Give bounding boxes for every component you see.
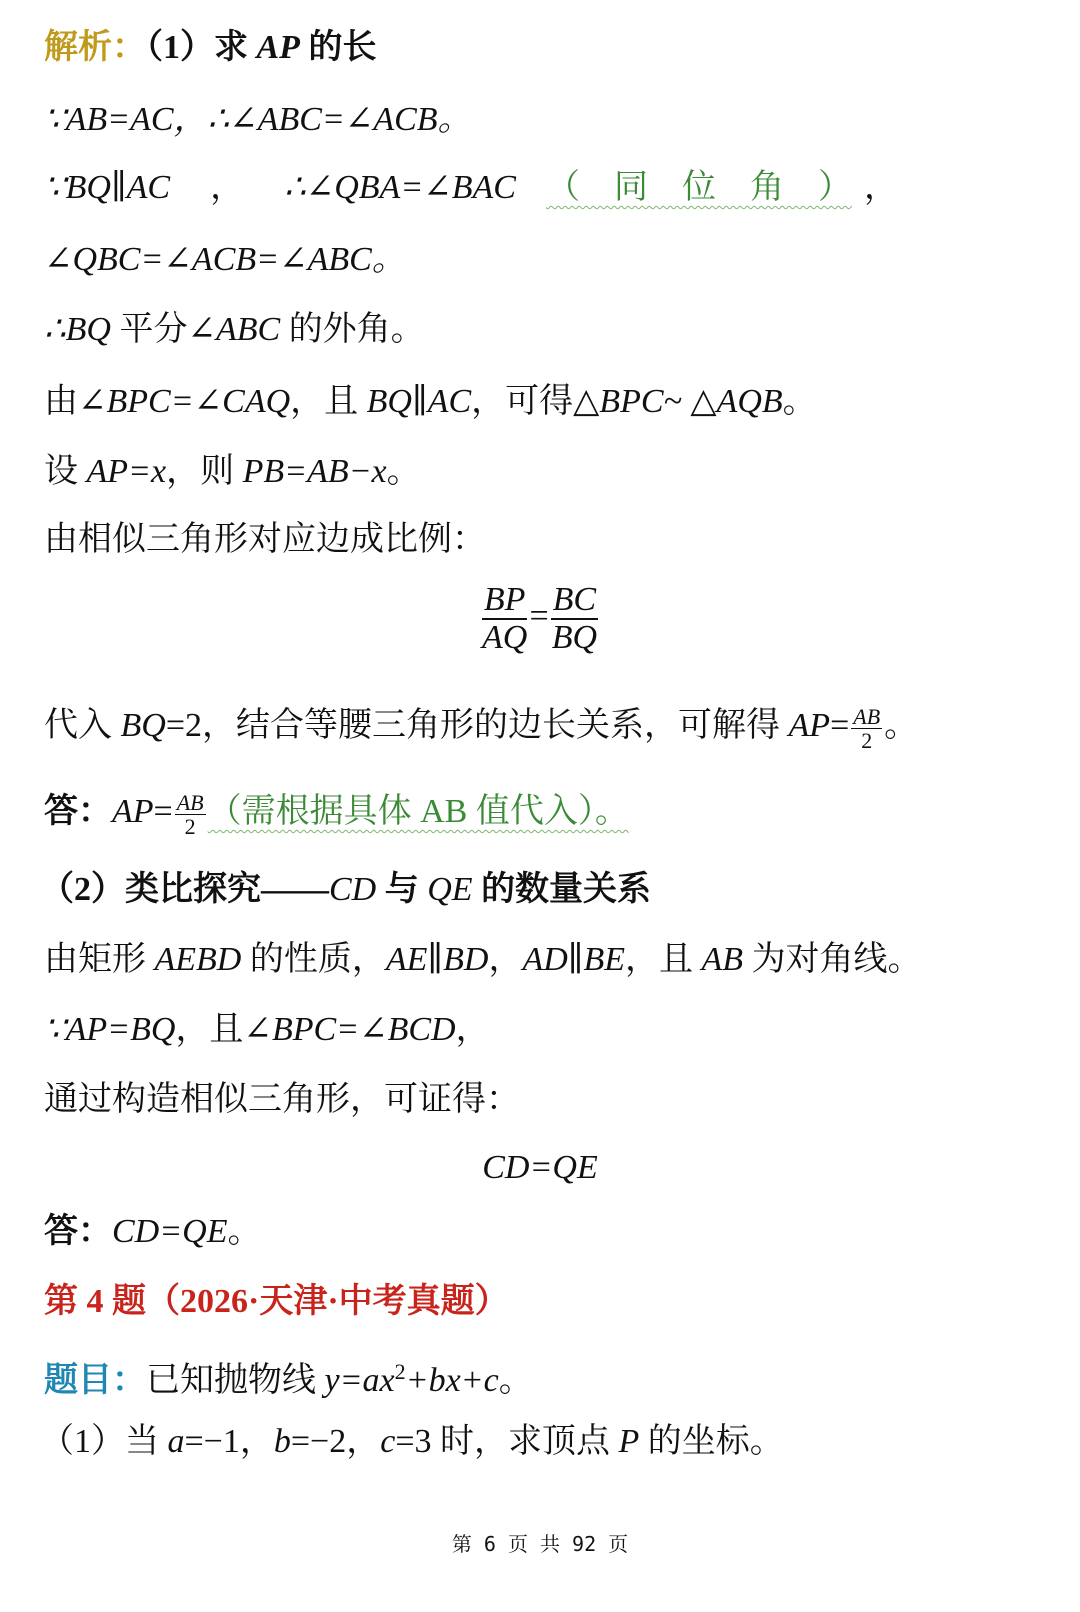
step-line-8 bbox=[44, 704, 918, 752]
step9-f: AD∥BE bbox=[522, 941, 626, 978]
step-line-2 bbox=[44, 166, 1044, 210]
step8-equals: = bbox=[830, 707, 850, 744]
step-line-7: 由相似三角形对应边成比例： bbox=[44, 521, 486, 558]
step10-d: ， bbox=[455, 1011, 490, 1048]
step6-e: 。 bbox=[386, 453, 421, 490]
step-line-5 bbox=[44, 380, 817, 424]
answer-line-2 bbox=[44, 1210, 262, 1254]
step8-period: 。 bbox=[884, 707, 919, 744]
fraction-denominator: 2 bbox=[184, 813, 196, 839]
step-line-11: 通过构造相似三角形，可证得： bbox=[44, 1081, 520, 1118]
step2-comma: ， bbox=[210, 169, 245, 206]
q4p1-a: （1）当 bbox=[40, 1423, 168, 1460]
reason-annotation: （ 同 位 角 ） bbox=[545, 169, 852, 206]
fraction-numerator: BC bbox=[552, 581, 597, 618]
stem-exponent: 2 bbox=[394, 1359, 406, 1384]
stem-d: 。 bbox=[498, 1362, 533, 1399]
step5-a: 由∠ bbox=[44, 383, 107, 420]
q4p1-d: b bbox=[273, 1423, 291, 1460]
step8-d: AP bbox=[788, 707, 831, 744]
step5-b: BPC=∠CAQ bbox=[106, 383, 291, 420]
stem-b: y=ax bbox=[324, 1362, 395, 1399]
q4p1-c: =−1， bbox=[184, 1423, 274, 1460]
fraction-ab-2 bbox=[851, 705, 882, 752]
step5-f: BPC~ △AQB bbox=[599, 383, 783, 420]
analysis-label: 解析： bbox=[44, 29, 146, 66]
answer2-period: 。 bbox=[227, 1213, 262, 1250]
part2-title-a: （2）类比探究—— bbox=[40, 871, 329, 908]
equals-sign: = bbox=[529, 597, 549, 635]
step9-a: 由矩形 bbox=[44, 941, 155, 978]
part2-title-e: 的数量关系 bbox=[472, 871, 652, 908]
answer1-var: AP bbox=[112, 793, 154, 830]
step9-e: ， bbox=[488, 941, 523, 978]
step8-a: 代入 bbox=[44, 707, 121, 744]
step2-trailing-comma: ， bbox=[863, 169, 898, 206]
question-4-part1 bbox=[40, 1420, 784, 1464]
q4p1-g: =3 时，求顶点 bbox=[395, 1423, 619, 1460]
step9-c: 的性质， bbox=[241, 941, 386, 978]
step9-h: AB bbox=[701, 941, 744, 978]
step10-b: ，且∠ bbox=[175, 1011, 272, 1048]
part2-title-b: CD bbox=[329, 871, 377, 908]
step-line-10 bbox=[44, 1008, 490, 1052]
step-line-1: ∵AB=AC，∴∠ABC=∠ACB。 bbox=[44, 101, 472, 138]
analysis-heading bbox=[44, 26, 376, 70]
q4p1-f: c bbox=[380, 1423, 396, 1460]
fraction-denominator: BQ bbox=[551, 618, 598, 656]
proportion-equation bbox=[0, 582, 1080, 655]
answer-note: （需根据具体 AB 值代入）。 bbox=[207, 793, 629, 830]
step8-c: =2，结合等腰三角形的边长关系，可解得 bbox=[165, 707, 789, 744]
step9-i: 为对角线。 bbox=[743, 941, 922, 978]
step-line-9 bbox=[44, 938, 922, 982]
fraction-denominator: AQ bbox=[482, 618, 528, 656]
step5-e: ，可得△ bbox=[471, 383, 600, 420]
part1-title-prefix: （1）求 bbox=[146, 29, 257, 66]
step6-c: ，则 bbox=[166, 453, 243, 490]
part2-title-d: QE bbox=[427, 871, 473, 908]
step4-d: 的外角。 bbox=[280, 311, 425, 348]
page-footer: 第 6 页 共 92 页 bbox=[451, 1532, 629, 1556]
step-line-6 bbox=[44, 450, 421, 494]
part2-title-c: 与 bbox=[376, 871, 428, 908]
q4p1-b: a bbox=[167, 1423, 185, 1460]
fraction-ab-2-answer bbox=[175, 791, 206, 838]
equation-cd-qe: CD=QE bbox=[482, 1149, 598, 1186]
step4-b: 平分∠ bbox=[110, 311, 216, 348]
step9-d: AE∥BD bbox=[385, 941, 489, 978]
question-4-stem bbox=[44, 1350, 533, 1403]
stem-a: 已知抛物线 bbox=[146, 1362, 325, 1399]
q4p1-i: 的坐标。 bbox=[639, 1423, 784, 1460]
step8-b: BQ bbox=[120, 707, 166, 744]
answer-line-1 bbox=[44, 790, 629, 838]
fraction-bp-aq bbox=[482, 582, 528, 655]
step10-c: BPC=∠BCD bbox=[271, 1011, 456, 1048]
part2-heading bbox=[40, 868, 651, 912]
q4p1-h: P bbox=[618, 1423, 640, 1460]
step5-g: 。 bbox=[782, 383, 817, 420]
step2-conclusion: ∴∠QBA=∠BAC bbox=[284, 169, 516, 206]
step-line-4 bbox=[44, 308, 425, 352]
step9-g: ，且 bbox=[625, 941, 702, 978]
step5-c: ，且 bbox=[290, 383, 367, 420]
step5-d: BQ∥AC bbox=[366, 383, 472, 420]
answer-label: 答： bbox=[44, 793, 112, 830]
step2-premise: ∵BQ∥AC bbox=[44, 169, 171, 206]
part1-title-suffix: 的长 bbox=[299, 29, 377, 66]
step6-d: PB=AB−x bbox=[242, 453, 387, 490]
step-line-3: ∠QBC=∠ACB=∠ABC。 bbox=[44, 241, 406, 278]
question-4-heading: 第 4 题（2026·天津·中考真题） bbox=[44, 1283, 509, 1320]
step10-a: ∵AP=BQ bbox=[44, 1011, 176, 1048]
stem-c: +bx+c bbox=[405, 1362, 499, 1399]
answer-label: 答： bbox=[44, 1213, 112, 1250]
step9-b: AEBD bbox=[154, 941, 242, 978]
part1-title-var: AP bbox=[256, 29, 300, 66]
step6-a: 设 bbox=[44, 453, 87, 490]
fraction-denominator: 2 bbox=[861, 727, 873, 753]
fraction-bc-bq bbox=[551, 582, 598, 655]
step4-c: ABC bbox=[215, 311, 281, 348]
fraction-numerator: AB bbox=[853, 703, 881, 729]
step6-b: AP=x bbox=[86, 453, 167, 490]
step4-a: ∴BQ bbox=[44, 311, 111, 348]
fraction-numerator: AB bbox=[176, 789, 204, 815]
fraction-numerator: BP bbox=[483, 581, 526, 618]
question-label: 题目： bbox=[44, 1362, 146, 1399]
answer2-text: CD=QE bbox=[112, 1213, 228, 1250]
q4p1-e: =−2， bbox=[290, 1423, 381, 1460]
answer1-equals: = bbox=[153, 793, 173, 830]
